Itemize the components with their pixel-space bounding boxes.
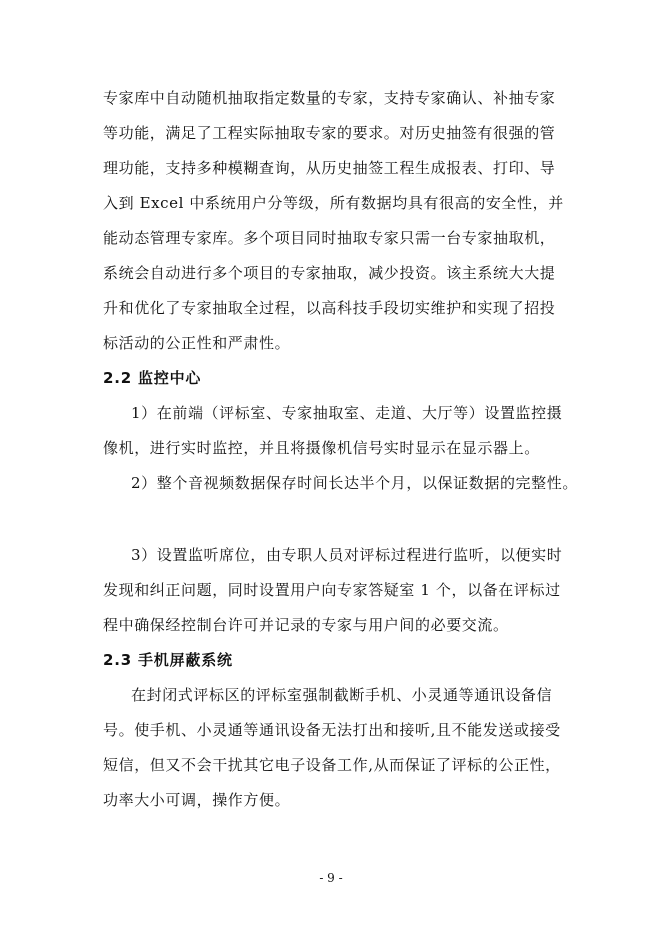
paragraph-line: 功率大小可调，操作方便。: [103, 791, 291, 809]
paragraph-line: 在封闭式评标区的评标室强制截断手机、小灵通等通讯设备信: [131, 686, 553, 704]
paragraph-line: 标活动的公正性和严肃性。: [103, 334, 291, 352]
list-item-line: 2）整个音视频数据保存时间长达半个月，以保证数据的完整性。: [131, 474, 578, 492]
page-number: - 9 -: [319, 871, 343, 885]
paragraph-line: 系统会自动进行多个项目的专家抽取，减少投资。该主系统大大提: [103, 264, 556, 282]
paragraph-line: 等功能，满足了工程实际抽取专家的要求。对历史抽签有很强的管: [103, 124, 556, 142]
section-heading-monitoring-center: 2.2 监控中心: [103, 369, 202, 387]
list-item-line: 程中确保经控制台许可并记录的专家与用户间的必要交流。: [103, 616, 509, 634]
paragraph-line: 升和优化了专家抽取全过程，以高科技手段切实维护和实现了招投: [103, 299, 556, 317]
paragraph-line: 专家库中自动随机抽取指定数量的专家，支持专家确认、补抽专家: [103, 89, 556, 107]
list-item-line: 3）设置监听席位，由专职人员对评标过程进行监听，以便实时: [131, 546, 563, 564]
list-item-line: 发现和纠正问题，同时设置用户向专家答疑室 1 个，以备在评标过: [103, 581, 561, 599]
list-item-line: 像机，进行实时监控，并且将摄像机信号实时显示在显示器上。: [103, 439, 540, 457]
paragraph-line: 能动态管理专家库。多个项目同时抽取专家只需一台专家抽取机，: [103, 229, 556, 247]
list-item-line: 1）在前端（评标室、专家抽取室、走道、大厅等）设置监控摄: [131, 404, 563, 422]
paragraph-line: 理功能，支持多种模糊查询，从历史抽签工程生成报表、打印、导: [103, 159, 556, 177]
paragraph-line: 号。使手机、小灵通等通讯设备无法打出和接听,且不能发送或接受: [103, 721, 561, 739]
paragraph-line: 短信，但又不会干扰其它电子设备工作,从而保证了评标的公正性，: [103, 756, 561, 774]
paragraph-line: 入到 Excel 中系统用户分等级，所有数据均具有很高的安全性，并: [103, 194, 564, 212]
section-heading-phone-jamming: 2.3 手机屏蔽系统: [103, 651, 233, 669]
